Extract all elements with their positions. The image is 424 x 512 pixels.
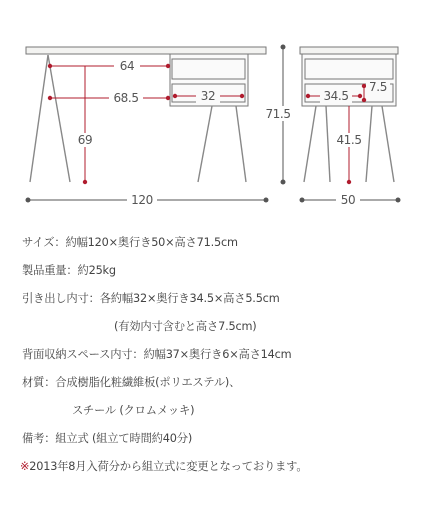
- dim-dot: [281, 45, 286, 50]
- desk-front-view: [26, 47, 269, 207]
- spec-back-storage: 背面収納スペース内寸：約幅37×奥行き6×高さ14cm: [22, 348, 292, 361]
- notice-text: 2013年8月入荷分から組立式に変更となっております。: [29, 460, 308, 473]
- side-leg-left-outer: [304, 106, 316, 182]
- dim-dot: [83, 180, 87, 184]
- dim-dot: [173, 94, 177, 98]
- left-leg-outer: [30, 55, 48, 182]
- dim-label-total-depth: 50: [340, 193, 356, 207]
- dim-dot: [281, 180, 286, 185]
- dim-dot: [166, 96, 170, 100]
- dim-label-total-width: 120: [131, 193, 153, 207]
- dim-dot: [347, 180, 351, 184]
- spec-material: 材質：合成樹脂化粧繊維板(ポリエステル)、: [22, 376, 241, 389]
- spec-material-cont: スチール (クロムメッキ): [72, 404, 195, 417]
- dim-label-side-leg-height: 41.5: [336, 133, 362, 147]
- dim-label-drawer-height: 7.5: [369, 80, 387, 94]
- right-leg-inner: [236, 106, 246, 182]
- desk-top-side: [300, 47, 398, 54]
- dim-dot: [358, 94, 362, 98]
- dim-dot: [48, 96, 52, 100]
- dim-dot: [306, 94, 310, 98]
- dim-label-knee-width: 68.5: [113, 91, 139, 105]
- spec-size: サイズ：約幅120×奥行き50×高さ71.5cm: [22, 236, 238, 249]
- dim-dot: [166, 64, 170, 68]
- dim-dot: [26, 198, 31, 203]
- drawer-front-upper: [172, 59, 245, 79]
- dim-dot: [48, 64, 52, 68]
- dim-label-inner-width: 64: [119, 59, 135, 73]
- dim-dot: [362, 98, 366, 102]
- drawer-side-upper: [305, 59, 393, 79]
- dim-label-leg-height: 69: [77, 133, 93, 147]
- side-leg-left-inner: [326, 106, 330, 182]
- dim-label-total-height: 71.5: [265, 107, 291, 121]
- spec-remarks: 備考：組立式 (組立て時間約40分): [22, 432, 193, 445]
- dimension-diagram: [0, 0, 424, 220]
- spec-drawer-inner: 引き出し内寸：各約幅32×奥行き34.5×高さ5.5cm: [22, 292, 280, 305]
- left-leg-inner: [48, 55, 70, 182]
- spec-drawer-note: (有効内寸含むと高さ7.5cm): [114, 320, 257, 333]
- notice-mark: ※: [20, 460, 30, 473]
- desk-side-view: [263, 45, 401, 208]
- spec-notice: [20, 460, 307, 474]
- dim-label-drawer-depth: 34.5: [323, 89, 349, 103]
- dim-label-drawer-width: 32: [200, 89, 216, 103]
- dim-dot: [396, 198, 401, 203]
- right-leg-outer: [198, 106, 212, 182]
- product-spec-list: [0, 232, 424, 512]
- dim-dot: [264, 198, 269, 203]
- dim-dot: [300, 198, 305, 203]
- desk-top-front: [26, 47, 266, 54]
- dim-dot: [240, 94, 244, 98]
- side-leg-right-inner: [366, 106, 372, 182]
- side-leg-right-outer: [382, 106, 394, 182]
- spec-weight: 製品重量：約25kg: [22, 264, 116, 277]
- dim-dot: [362, 84, 366, 88]
